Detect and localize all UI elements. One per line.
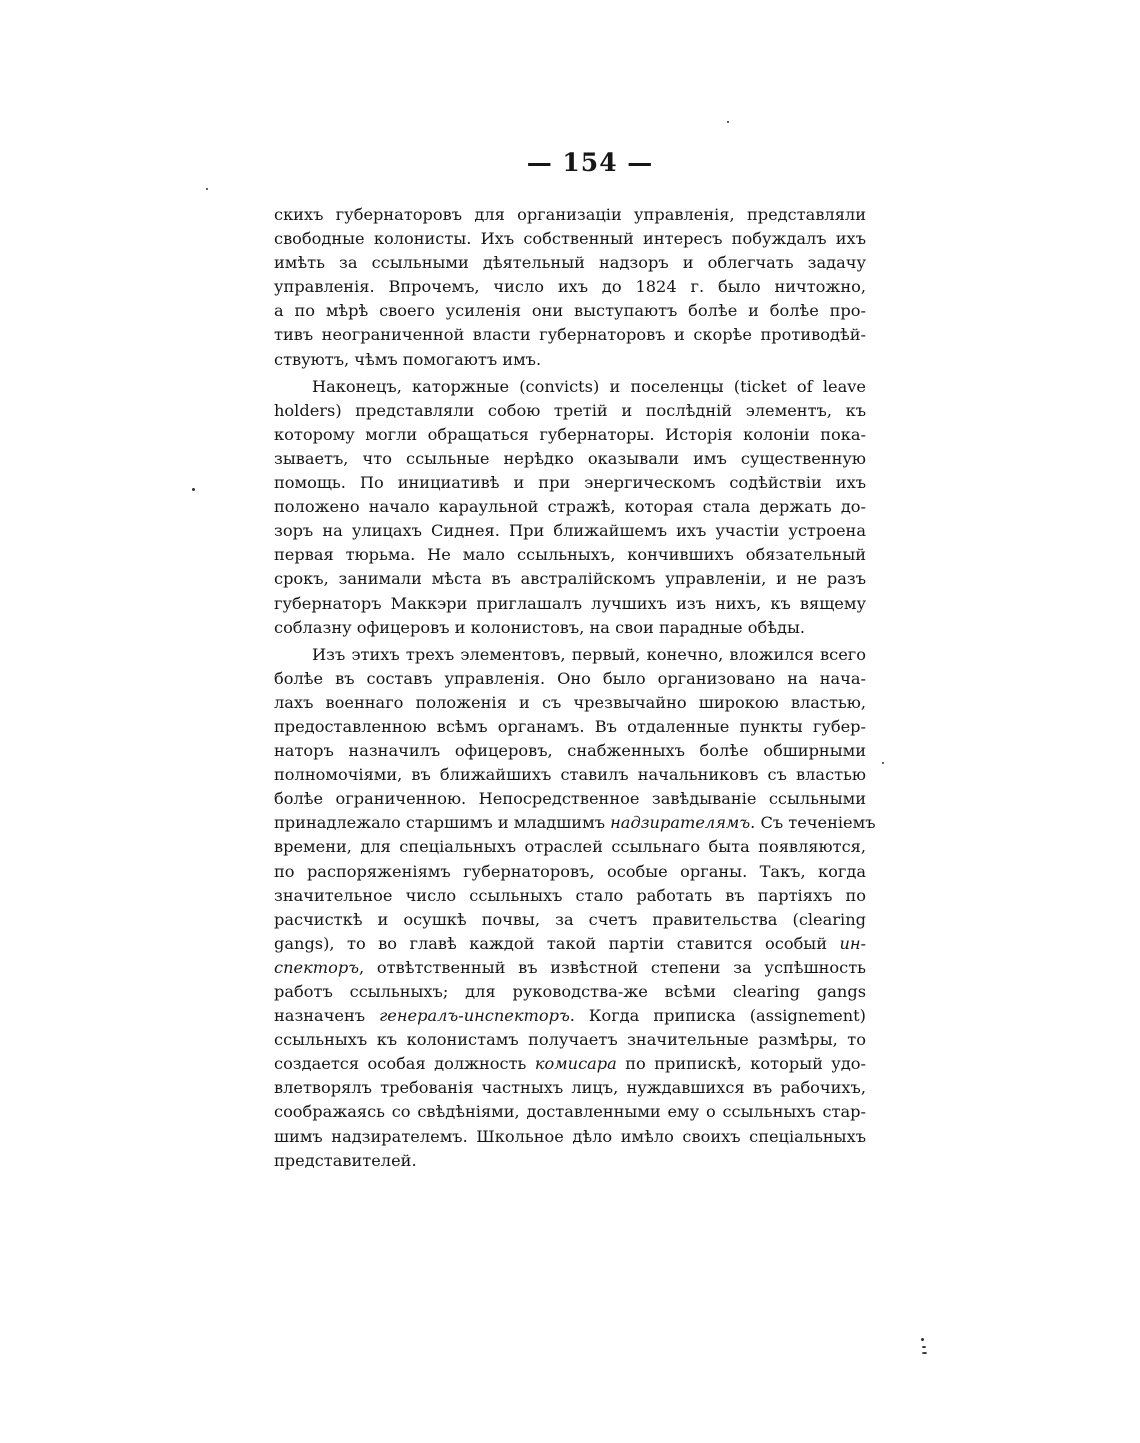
text-line: Наконецъ, каторжные (convicts) и поселенцы (ticket of leave [312, 376, 866, 396]
text-line: управленія. Впрочемъ, число ихъ до 1824 г. было ничтожно, [274, 277, 866, 297]
text-line: holders) представляли собою третій и послѣдній элементъ, къ [274, 400, 866, 420]
text-line: ссыльныхъ къ колонистамъ получаетъ значительные размѣры, то [274, 1030, 866, 1050]
text-line: которому могли обращаться губернаторы. Исторія колоніи пока- [274, 424, 866, 444]
scan-speck [727, 121, 729, 123]
page-number: — 154 — [526, 148, 654, 177]
text-line: соблазну офицеровъ и колонистовъ, на свои парадные обѣды. [274, 617, 806, 637]
text-line: скихъ губернаторовъ для организаціи управленія, представляли [274, 205, 866, 224]
text-line: времени, для спеціальныхъ отраслей ссыльнаго быта появляются, [274, 837, 866, 857]
paragraph [274, 643, 876, 1173]
paragraph [274, 375, 866, 640]
text-line: представителей. [274, 1150, 417, 1170]
text-line: лахъ военнаго положенія и съ чрезвычайно широкою властью, [274, 692, 866, 712]
text-line: полномочіями, въ ближайшихъ ставилъ начальниковъ съ властью [274, 765, 866, 785]
text-line: создается особая должность комисара по припискѣ, который удо- [274, 1054, 867, 1074]
text-line: положено начало караульной стражѣ, которая стала держать до- [274, 497, 866, 517]
scan-speck [192, 488, 195, 491]
text-line: губернаторъ Маккэри приглашалъ лучшихъ изъ нихъ, къ вящему [274, 593, 866, 613]
text-line: Изъ этихъ трехъ элементовъ, первый, конечно, вложился всего [312, 644, 866, 664]
scan-speck [206, 188, 208, 190]
text-line: спекторъ, отвѣтственный въ извѣстной степени за успѣшность [274, 957, 866, 977]
body-text [274, 203, 876, 1173]
scan-speck [922, 1346, 926, 1348]
text-line: свободные колонисты. Ихъ собственный интересъ побуждалъ ихъ [274, 229, 866, 249]
text-line: срокъ, занимали мѣста въ австралійскомъ управленіи, и не разъ [274, 569, 866, 589]
scan-speck [921, 1338, 924, 1341]
scan-speck [922, 1352, 927, 1354]
text-line: зываетъ, что ссыльные нерѣдко оказывали имъ существенную [274, 448, 866, 468]
text-line: расчисткѣ и осушкѣ почвы, за счетъ правительства (clearing [274, 909, 866, 929]
text-line: помощь. По инициативѣ и при энергическомъ содѣйствіи ихъ [274, 473, 866, 493]
text-line: предоставленною всѣмъ органамъ. Въ отдаленные пункты губер- [274, 716, 866, 736]
text-line: имѣть за ссыльными дѣятельный надзоръ и облегчать задачу [274, 253, 866, 273]
text-line: влетворялъ требованія частныхъ лицъ, нуждавшихся въ рабочихъ, [274, 1078, 866, 1098]
scan-speck [882, 762, 884, 764]
text-line: принадлежало старшимъ и младшимъ надзирателямъ. Съ теченіемъ [274, 813, 876, 833]
paragraph [274, 203, 866, 372]
text-line: наторъ назначилъ офицеровъ, снабженныхъ болѣе обширными [274, 741, 866, 761]
text-line: шимъ надзирателемъ. Школьное дѣло имѣло своихъ спеціальныхъ [274, 1126, 866, 1146]
text-line: gangs), то во главѣ каждой такой партіи ставится особый ин- [274, 933, 866, 953]
text-line: первая тюрьма. Не мало ссыльныхъ, кончившихъ обязательный [274, 545, 866, 565]
text-line: значительное число ссыльныхъ стало работать въ партіяхъ по [274, 885, 866, 905]
text-line: болѣе ограниченною. Непосредственное завѣдываніе ссыльными [274, 789, 866, 809]
text-line: а по мѣрѣ своего усиленія они выступаютъ болѣе и болѣе про- [274, 301, 866, 321]
text-line: тивъ неограниченной власти губернаторовъ и скорѣе противодѣй- [274, 325, 866, 345]
text-line: по распоряженіямъ губернаторовъ, особые органы. Такъ, когда [274, 861, 866, 881]
text-line: зоръ на улицахъ Сиднея. При ближайшемъ ихъ участіи устроена [274, 521, 866, 541]
text-line: болѣе въ составъ управленія. Оно было организовано на нача- [274, 668, 866, 688]
text-line: работъ ссыльныхъ; для руководства-же всѣми clearing gangs [274, 982, 866, 1001]
text-line: ствуютъ, чѣмъ помогаютъ имъ. [274, 349, 542, 369]
text-line: соображаясь со свѣдѣніями, доставленными ему о ссыльныхъ стар- [274, 1102, 866, 1122]
text-line: назначенъ генералъ-инспекторъ. Когда приписка (assignement) [274, 1006, 866, 1026]
